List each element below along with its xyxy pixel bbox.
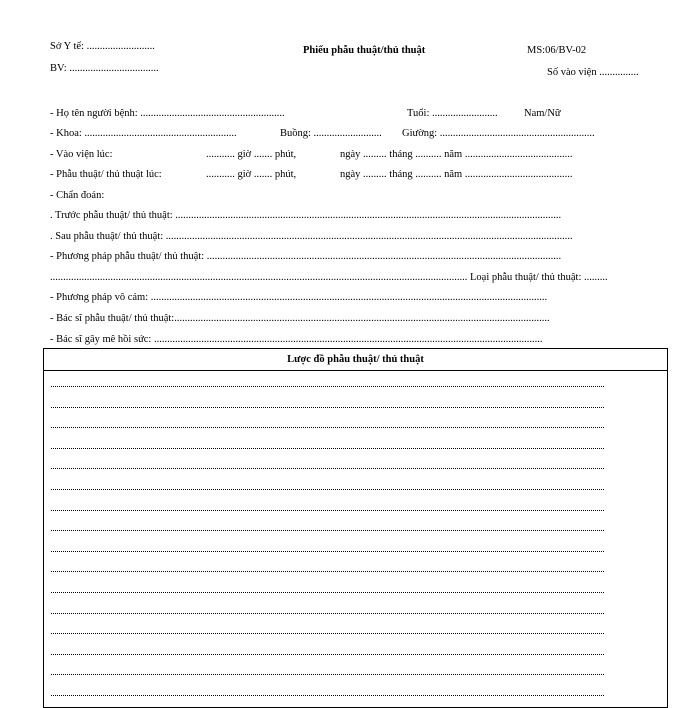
diagram-dotted-line [51,530,604,531]
surgery-time-label: - Phẫu thuật/ thủ thuật lúc: [50,169,162,180]
diagram-dotted-line [51,386,604,387]
admission-hour-field: ........... giờ ....... phút, [206,149,297,160]
diagram-dotted-line [51,592,604,593]
diagram-dotted-line [51,468,604,469]
surgery-diagram-box [43,348,668,708]
form-code: MS:06/BV-02 [527,45,587,56]
diagram-dotted-line [51,551,604,552]
diagram-dotted-line [51,654,604,655]
admission-number-field: Số vào viện ............... [547,67,639,78]
department-field: - Khoa: .......................................................... [50,128,237,139]
admission-time-label: - Vào viện lúc: [50,149,113,160]
diagram-dotted-line [51,571,604,572]
diagnosis-label: - Chẩn đoán: [50,190,105,201]
diagram-dotted-line [51,489,604,490]
surgery-hour-field: ........... giờ ....... phút, [206,169,297,180]
surgery-type-field: ............................................................................................................................................................... Loại phẫu thuật/ thủ thuật: ......... [50,272,608,283]
diagram-dotted-line [51,510,604,511]
diagram-dotted-line [51,427,604,428]
diagram-dotted-line [51,613,604,614]
surgery-date-field: ngày ......... tháng .......... năm ......................................... [340,169,573,180]
anesthesia-method-field: - Phương pháp vô cảm: ....................................................................................................................................................... [50,292,548,303]
form-title: Phiếu phẫu thuật/thủ thuật [303,45,426,56]
post-op-diagnosis-field: . Sau phẫu thuật/ thủ thuật: ........................................................................................................................................................... [50,231,573,242]
diagram-dotted-line [51,674,604,675]
diagram-dotted-line [51,633,604,634]
diagram-dotted-line [51,448,604,449]
anesthesiologist-field: - Bác sĩ gây mê hồi sức: .................................................................................................................................................... [50,334,543,345]
diagram-title: Lược đồ phẫu thuật/ thủ thuật [44,349,667,371]
diagram-dotted-line [51,407,604,408]
admission-date-field: ngày ......... tháng .......... năm ......................................... [340,149,573,160]
bed-field: Giường: ........................................................... [402,128,595,139]
patient-name-field: - Họ tên người bệnh: ....................................................... [50,108,285,119]
age-field: Tuổi: ......................... [407,108,498,119]
so-y-te-field: Sở Y tế: .......................... [50,41,155,52]
benh-vien-field: BV: .................................. [50,63,159,74]
diagram-dotted-line [51,695,604,696]
surgeon-field: - Bác sĩ phẫu thuật/ thủ thuật:............................................................................................................................................... [50,313,550,324]
pre-op-diagnosis-field: . Trước phẫu thuật/ thủ thuật: ................................................................................................................................................... [50,210,562,221]
gender-field: Nam/Nữ [524,108,561,119]
surgical-method-field: - Phương pháp phẫu thuật/ thủ thuật: ....................................................................................................................................... [50,251,562,262]
room-field: Buồng: .......................... [280,128,382,139]
